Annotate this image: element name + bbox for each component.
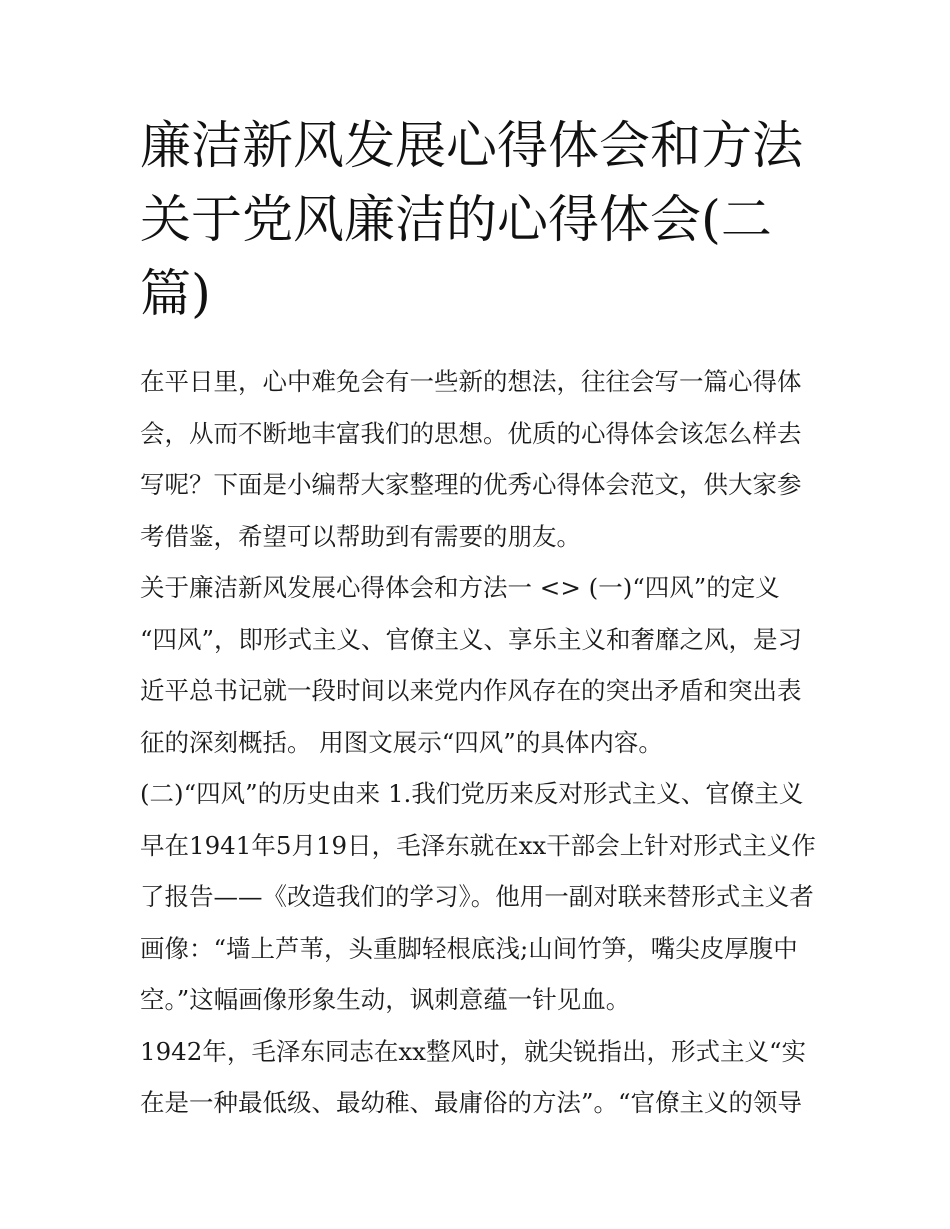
- paragraph-four-winds-history: (二)“四风”的历史由来 1.我们党历来反对形式主义、官僚主义 早在1941年5月19日，毛泽东就在xx干部会上针对形式主义作了报告——《改造我们的学习》。他用一副对联来替形式主义者画像：“墙上芦苇，头重脚轻根底浅;山间竹笋，嘴尖皮厚腹中空。”这幅画像形象生动，讽刺意蕴一针见血。: [140, 779, 816, 1014]
- document-body: [140, 356, 820, 1129]
- paragraph-four-winds-definition: 关于廉洁新风发展心得体会和方法一 <> (一)“四风”的定义 “四风”，即形式主义、官僚主义、享乐主义和奢靡之风，是习近平总书记就一段时间以来党内作风存在的突出矛盾和突出表征的深刻概括。 用图文展示“四风”的具体内容。: [140, 573, 803, 757]
- paragraph-intro: 在平日里，心中难免会有一些新的想法，往往会写一篇心得体会，从而不断地丰富我们的思想。优质的心得体会该怎么样去写呢？下面是小编帮大家整理的优秀心得体会范文，供大家参考借鉴，希望可以帮助到有需要的朋友。: [140, 367, 802, 551]
- paragraph-1942: 1942年，毛泽东同志在xx整风时，就尖锐指出，形式主义“实在是一种最低级、最幼稚、最庸俗的方法”。“官僚主义的领导: [140, 1036, 807, 1117]
- document-title: 廉洁新风发展心得体会和方法关于党风廉洁的心得体会(二篇): [140, 117, 804, 324]
